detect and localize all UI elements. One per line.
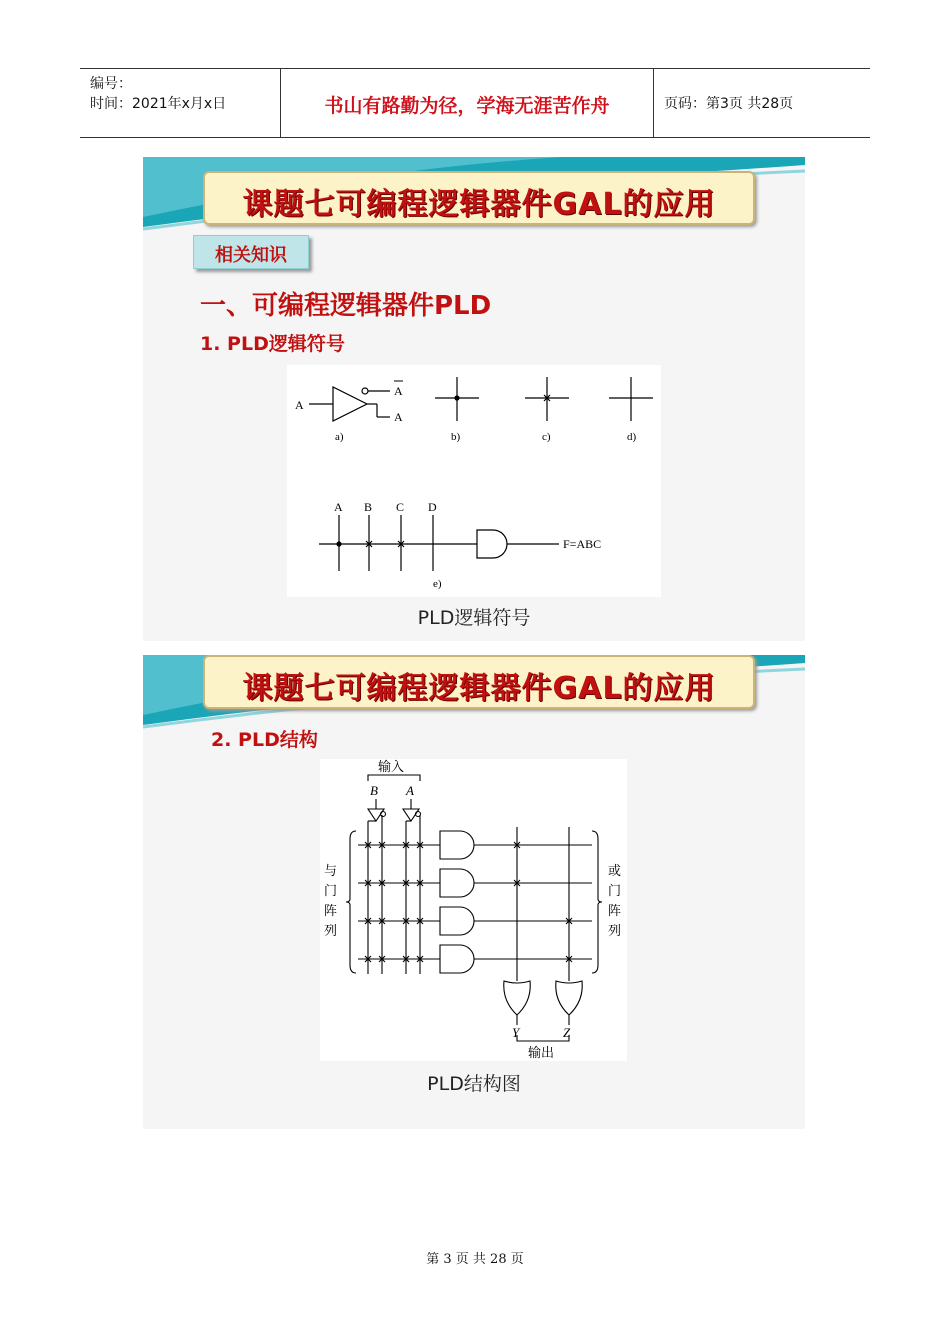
column-b-label: B xyxy=(364,500,373,514)
and-array-label-4: 列 xyxy=(324,923,338,938)
slide-title: 课题七可编程逻辑器件GAL的应用 xyxy=(242,187,716,222)
and-array-label-1: 与 xyxy=(324,863,338,878)
input-a-label: A xyxy=(406,783,414,798)
buffer-output-label: A xyxy=(394,410,403,424)
header-cell-meta xyxy=(80,69,281,137)
slide-1 xyxy=(143,157,805,641)
subsection-heading: 2. PLD结构 xyxy=(211,729,318,751)
figure-caption: PLD逻辑符号 xyxy=(417,607,531,629)
input-b-label: B xyxy=(370,783,378,798)
output-z-label: Z xyxy=(563,1025,571,1040)
output-label: 输出 xyxy=(528,1045,555,1060)
buffer-inverted-output-label: A xyxy=(394,384,403,398)
number-label: 编号： xyxy=(90,76,132,92)
output-expression: F=ABC xyxy=(563,537,602,551)
page-footer: 第 3 页 共 28 页 xyxy=(426,1252,524,1267)
and-array-label-2: 门 xyxy=(324,883,338,898)
input-label: 输入 xyxy=(378,759,405,774)
slide-title-box xyxy=(203,171,755,225)
or-array-label-2: 门 xyxy=(608,883,622,898)
pld-symbols-diagram xyxy=(287,365,661,597)
slide-title: 课题七可编程逻辑器件GAL的应用 xyxy=(242,671,716,706)
or-array-label-3: 阵 xyxy=(608,903,622,918)
column-c-label: C xyxy=(396,500,405,514)
label-c: c) xyxy=(542,431,551,443)
column-d-label: D xyxy=(428,500,437,514)
tag-label: 相关知识 xyxy=(215,245,287,266)
pld-symbols-figure xyxy=(287,365,661,597)
label-d: d) xyxy=(627,431,637,443)
column-a-label: A xyxy=(334,500,343,514)
time-label: 时间：2021年x月x日 xyxy=(90,96,227,112)
page-code: 页码：第3页 共28页 xyxy=(664,96,794,112)
slide-title-box xyxy=(203,655,755,709)
label-a: a) xyxy=(335,431,344,443)
label-b: b) xyxy=(451,431,461,443)
buffer-input-label: A xyxy=(295,398,304,412)
pld-structure-diagram xyxy=(320,759,627,1061)
label-e: e) xyxy=(433,578,442,590)
and-array-label-3: 阵 xyxy=(324,903,338,918)
tag-box xyxy=(193,235,309,269)
pld-structure-figure xyxy=(320,759,627,1061)
header-cell-page xyxy=(654,69,870,137)
output-y-label: Y xyxy=(512,1025,520,1040)
slide-2 xyxy=(143,655,805,1129)
section-heading: 一、可编程逻辑器件PLD xyxy=(200,291,492,321)
header-cell-motto xyxy=(281,69,654,137)
or-array-label-1: 或 xyxy=(608,863,622,878)
subsection-heading: 1. PLD逻辑符号 xyxy=(200,333,345,355)
figure-caption: PLD结构图 xyxy=(427,1073,521,1095)
motto-text: 书山有路勤为径，学海无涯苦作舟 xyxy=(324,95,610,117)
connection-marks xyxy=(365,842,572,962)
or-array-label-4: 列 xyxy=(608,923,622,938)
header-table xyxy=(80,68,870,138)
